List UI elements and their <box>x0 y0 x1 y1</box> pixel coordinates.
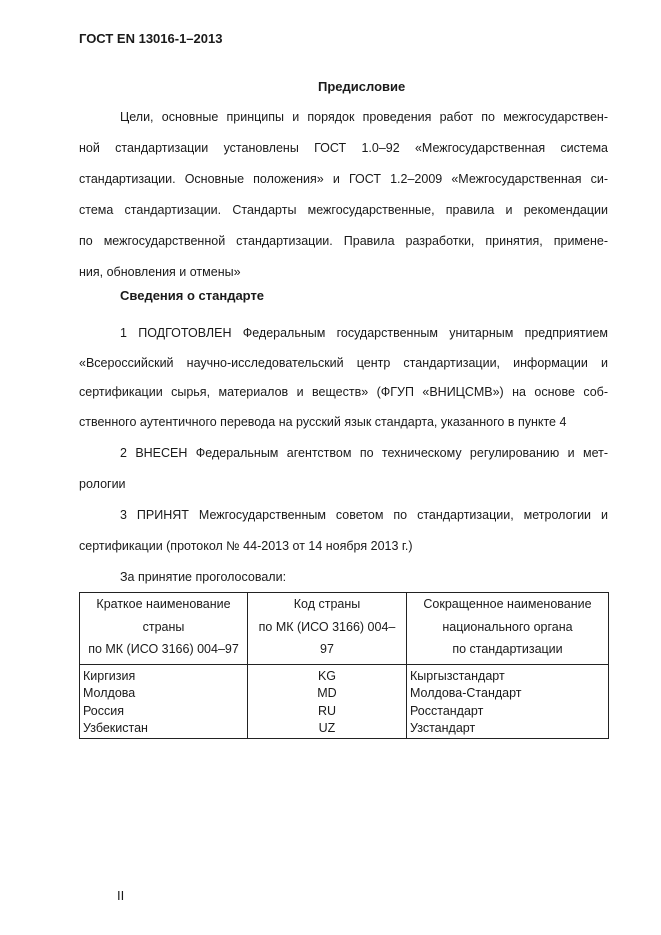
item3-line-1: 3 ПРИНЯТ Межгосударственным советом по стандартизации, метрологии и <box>120 508 608 522</box>
item1-line-1: 1 ПОДГОТОВЛЕН Федеральным государственным унитарным предприятием <box>120 326 608 340</box>
cell-country: Киргизия <box>80 664 248 685</box>
header-code-line: 97 <box>320 642 334 656</box>
cell-code: KG <box>248 664 407 685</box>
header-code-line: по МК (ИСО 3166) 004– <box>258 619 396 634</box>
header-body-line: Сокращенное наименование <box>423 597 592 611</box>
foreword-title: Предисловие <box>318 79 406 94</box>
header-body-line: по стандартизации <box>452 642 563 656</box>
item2-line-1: 2 ВНЕСЕН Федеральным агентством по техническому регулированию и мет- <box>120 446 608 460</box>
page-number: II <box>117 888 125 903</box>
table-row <box>80 720 609 738</box>
table-row <box>80 685 609 703</box>
cell-country: Россия <box>80 703 248 721</box>
cell-body: Молдова-Стандарт <box>407 685 609 703</box>
header-body-line: национального органа <box>442 619 573 634</box>
cell-body: Росстандарт <box>407 703 609 721</box>
header-country <box>80 593 248 665</box>
foreword-line-5: по межгосударственной стандартизации. Правила разработки, принятия, примене- <box>79 234 608 248</box>
document-id-header: ГОСТ EN 13016-1–2013 <box>79 31 223 46</box>
cell-body: Кыргызстандарт <box>407 664 609 685</box>
cell-country: Узбекистан <box>80 720 248 738</box>
foreword-line-2: ной стандартизации установлены ГОСТ 1.0–92 «Межгосударственная система <box>79 141 608 155</box>
table-header-row <box>80 593 609 665</box>
header-code-line: Код страны <box>293 597 361 611</box>
table-row <box>80 664 609 685</box>
cell-country: Молдова <box>80 685 248 703</box>
item1-line-2: «Всероссийский научно-исследовательский центр стандартизации, информации и <box>79 356 608 370</box>
item1-line-4: ственного аутентичного перевода на русский язык стандарта, указанного в пункте 4 <box>79 415 567 429</box>
item2-line-2: рологии <box>79 477 126 491</box>
cell-code: RU <box>248 703 407 721</box>
foreword-line-6: ния, обновления и отмены» <box>79 265 241 279</box>
cell-code: UZ <box>248 720 407 738</box>
foreword-line-4: стема стандартизации. Стандарты межгосударственные, правила и рекомендации <box>79 203 608 217</box>
cell-code: MD <box>248 685 407 703</box>
item1-line-3: сертификации сырья, материалов и веществ» (ФГУП «ВНИЦСМВ») на основе соб- <box>79 385 608 399</box>
header-country-line: по МК (ИСО 3166) 004–97 <box>88 642 239 656</box>
header-code <box>248 593 407 665</box>
voted-label: За принятие проголосовали: <box>120 570 287 584</box>
header-country-line: Краткое наименование <box>96 597 231 611</box>
header-body <box>407 593 609 665</box>
cell-body: Узстандарт <box>407 720 609 738</box>
foreword-line-3: стандартизации. Основные положения» и ГОСТ 1.2–2009 «Межгосударственная си- <box>79 172 608 186</box>
table-row <box>80 703 609 721</box>
item3-line-2: сертификации (протокол № 44-2013 от 14 ноября 2013 г.) <box>79 539 413 553</box>
foreword-line-1: Цели, основные принципы и порядок проведения работ по межгосударствен- <box>120 110 608 124</box>
standard-info-title: Сведения о стандарте <box>120 288 265 303</box>
voting-table <box>79 592 609 739</box>
header-country-line: страны <box>142 619 185 634</box>
